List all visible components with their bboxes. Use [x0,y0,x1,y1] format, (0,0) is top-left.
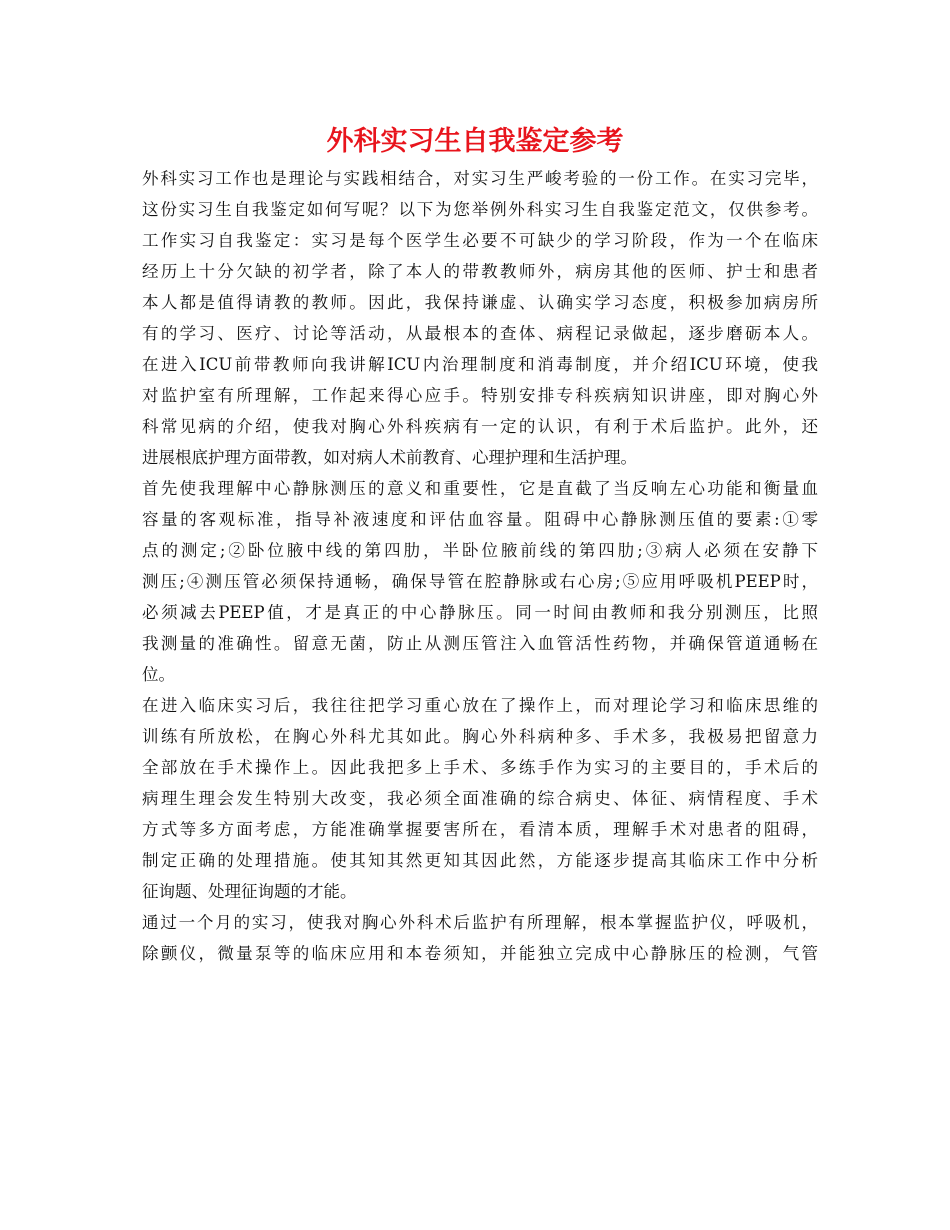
body-line: 征询题、处理征询题的才能。 [142,882,357,901]
body-line: 本人都是值得请教的教师。因此，我保持谦虚、认确实学习态度，积极参加病房所 [142,293,818,312]
body-line: 方式等多方面考虑，方能准确掌握要害所在，看清本质，理解手术对患者的阻碍， [142,820,818,839]
document-body [142,163,818,969]
body-line: 在进入临床实习后，我往往把学习重心放在了操作上，而对理论学习和临床思维的 [142,696,818,715]
body-line: 通过一个月的实习，使我对胸心外科术后监护有所理解，根本掌握监护仪，呼吸机， [142,913,818,932]
body-line: 测压;④测压管必须保持通畅，确保导管在腔静脉或右心房;⑤应用呼吸机PEEP时， [142,572,818,591]
body-line: 外科实习工作也是理论与实践相结合，对实习生严峻考验的一份工作。在实习完毕， [142,169,818,188]
document-title: 外科实习生自我鉴定参考 [326,126,624,157]
body-line: 对监护室有所理解，工作起来得心应手。特别安排专科疾病知识讲座，即对胸心外 [142,386,818,405]
body-line: 必须减去PEEP值，才是真正的中心静脉压。同一时间由教师和我分别测压，比照 [142,603,818,622]
body-line: 我测量的准确性。留意无菌，防止从测压管注入血管活性药物，并确保管道通畅在 [142,634,818,653]
body-line: 经历上十分欠缺的初学者，除了本人的带教教师外，病房其他的医师、护士和患者 [142,262,818,281]
body-line: 首先使我理解中心静脉测压的意义和重要性，它是直截了当反响左心功能和衡量血 [142,479,818,498]
body-line: 在进入ICU前带教师向我讲解ICU内治理制度和消毒制度，并介绍ICU环境，使我 [142,355,818,374]
body-line: 有的学习、医疗、讨论等活动，从最根本的查体、病程记录做起，逐步磨砺本人。 [142,324,818,343]
body-line: 这份实习生自我鉴定如何写呢？以下为您举例外科实习生自我鉴定范文，仅供参考。 [142,200,818,219]
body-line: 容量的客观标准，指导补液速度和评估血容量。阻碍中心静脉测压值的要素:①零 [142,510,818,529]
body-line: 工作实习自我鉴定：实习是每个医学生必要不可缺少的学习阶段，作为一个在临床 [142,231,818,250]
body-line: 进展根底护理方面带教，如对病人术前教育、心理护理和生活护理。 [142,448,637,467]
body-line: 训练有所放松，在胸心外科尤其如此。胸心外科病种多、手术多，我极易把留意力 [142,727,818,746]
body-line: 位。 [142,665,175,684]
body-line: 病理生理会发生特别大改变，我必须全面准确的综合病史、体征、病情程度、手术 [142,789,818,808]
body-line: 点的测定;②卧位腋中线的第四肋，半卧位腋前线的第四肋;③病人必须在安静下 [142,541,818,560]
body-line: 全部放在手术操作上。因此我把多上手术、多练手作为实习的主要目的，手术后的 [142,758,818,777]
body-line: 制定正确的处理措施。使其知其然更知其因此然，方能逐步提高其临床工作中分析 [142,851,818,870]
body-line: 除颤仪，微量泵等的临床应用和本卷须知，并能独立完成中心静脉压的检测，气管 [142,944,818,963]
body-line: 科常见病的介绍，使我对胸心外科疾病有一定的认识，有利于术后监护。此外，还 [142,417,818,436]
